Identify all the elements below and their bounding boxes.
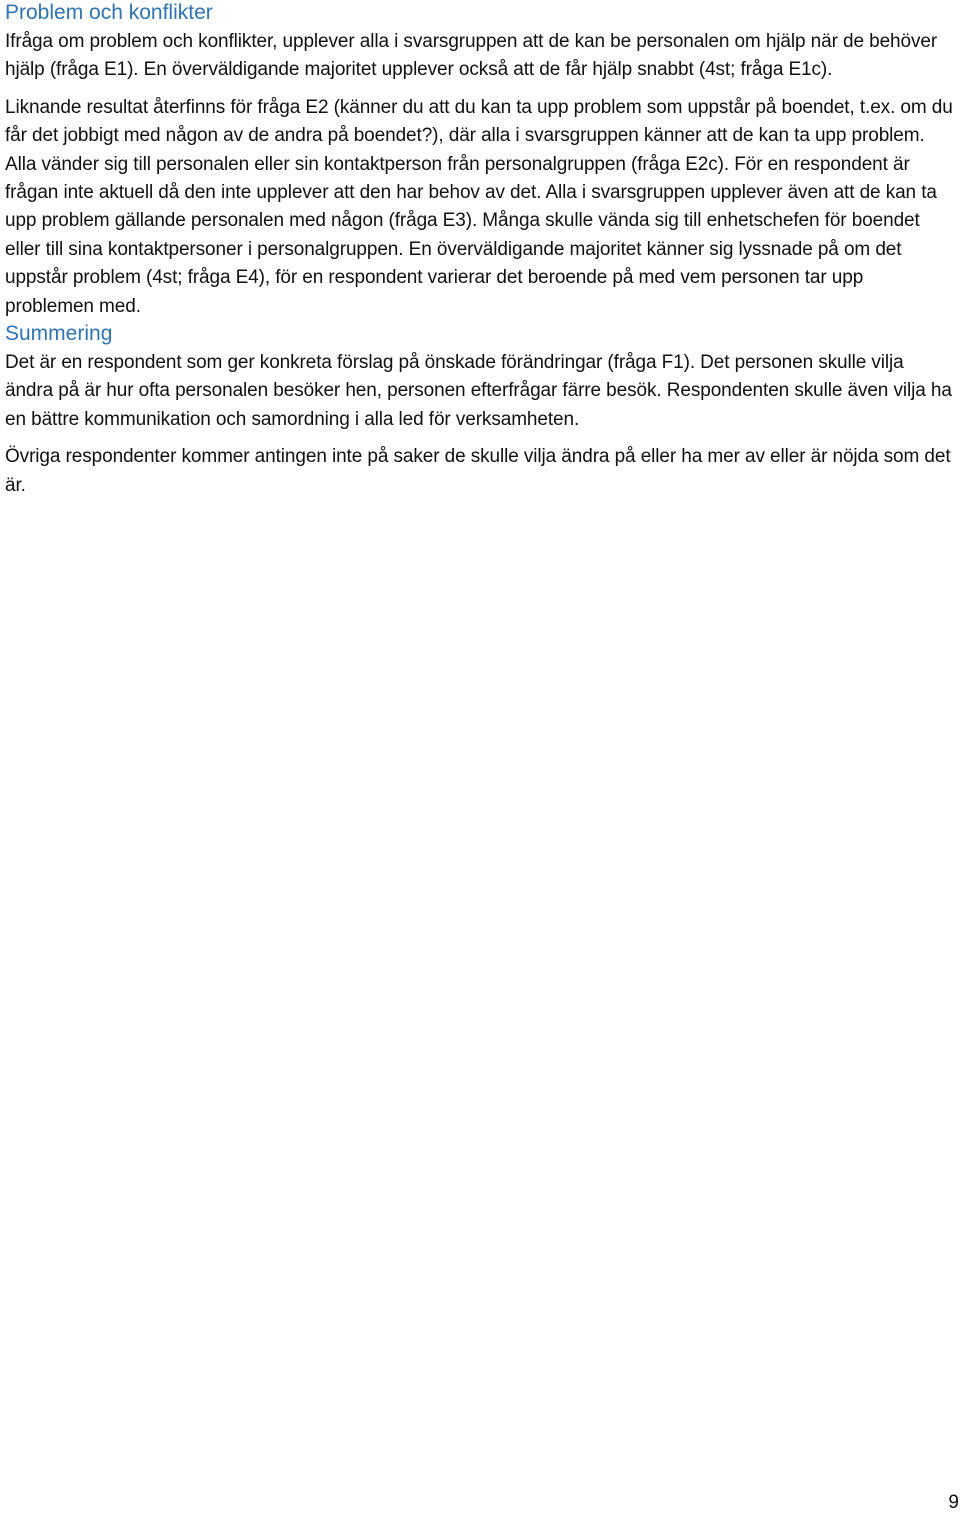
paragraph: Liknande resultat återfinns för fråga E2 (känner du att du kan ta upp problem som uppstår på boendet, t.ex. om du får det jobbigt med någon av de andra på boendet?), där alla i svarsgruppen känner att de kan ta upp problem. Alla vänder sig till personalen eller sin kontaktperson från personalgruppen (fråga E2c). För en respondent är frågan inte aktuell då den inte upplever att den har behov av det. Alla i svarsgruppen upplever även att de kan ta upp problem gällande personalen med någon (fråga E3). Många skulle vända sig till enhetschefen för boendet eller till sina kontaktpersoner i personalgruppen. En överväldigande majoritet känner sig lyssnade på om det uppstår problem (4st; fråga E4), för en respondent varierar det beroende på med vem personen tar upp problemen med. (5, 96, 953, 317)
paragraph: Ifråga om problem och konflikter, upplever alla i svarsgruppen att de kan be personalen om hjälp när de behöver hjälp (fråga E1). En överväldigande majoritet upplever också att de får hjälp snabbt (4st; fråga E1c). (5, 31, 938, 81)
section-summering (5, 321, 955, 500)
section-problem-och-konflikter (5, 0, 955, 321)
paragraph: Det är en respondent som ger konkreta förslag på önskade förändringar (fråga F1). Det personen skulle vilja ändra på är hur ofta personalen besöker hen, personen efterfrågar färre besök. Respondenten skulle även vilja ha en bättre kommunikation och samordning i alla led för verksamheten. (5, 352, 952, 430)
section-heading: Problem och konflikter (5, 1, 213, 24)
paragraph: Övriga respondenter kommer antingen inte på saker de skulle vilja ändra på eller ha mer av eller är nöjda som det är. (5, 446, 951, 496)
section-heading: Summering (5, 322, 113, 346)
page-number: 9 (948, 1492, 959, 1513)
document-page (5, 0, 955, 500)
